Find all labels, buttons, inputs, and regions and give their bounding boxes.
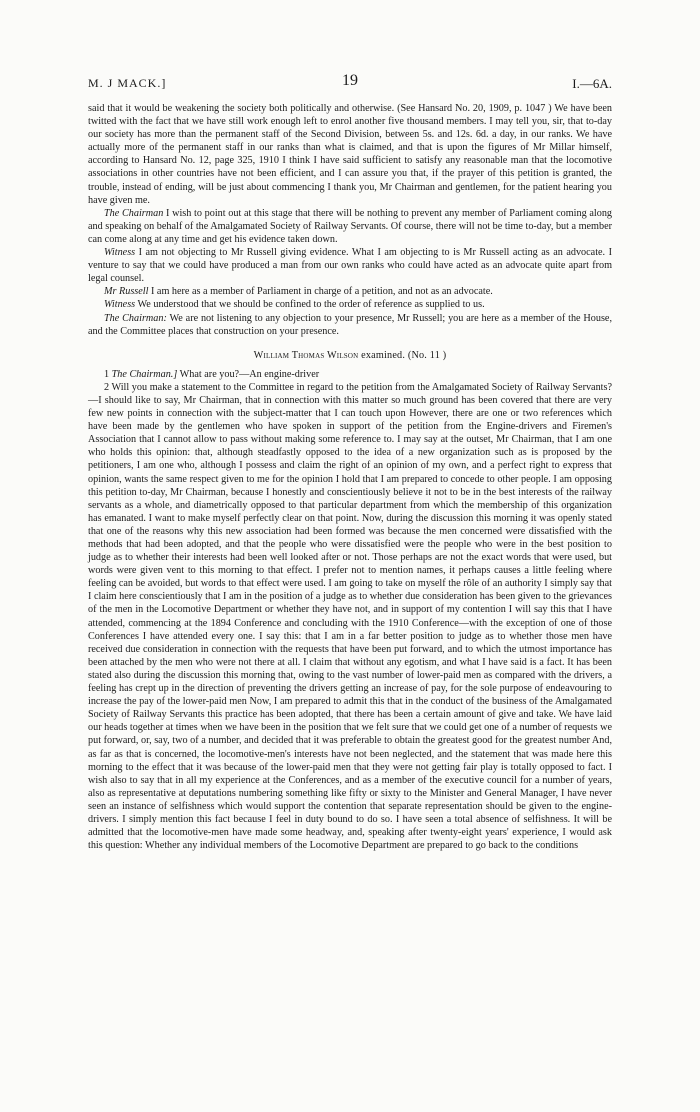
body-text bbox=[88, 102, 612, 852]
evidence-paragraph bbox=[88, 246, 612, 285]
paragraph-text: I am here as a member of Parliament in charge of a petition, and not as an advocate. bbox=[148, 286, 493, 298]
witness-heading bbox=[88, 349, 612, 362]
speaker-label: Mr Russell bbox=[104, 286, 149, 298]
question-answer-section bbox=[88, 368, 612, 852]
speaker-label: The Chairman bbox=[104, 207, 164, 219]
paragraph-text: We understood that we should be confined to the order of reference as supplied to us. bbox=[135, 299, 485, 311]
evidence-paragraphs bbox=[88, 102, 612, 338]
speaker-label: The Chairman.] bbox=[111, 368, 178, 380]
evidence-paragraph bbox=[88, 207, 612, 246]
question-number: 2 bbox=[104, 381, 110, 393]
header-witness-name: M. J MACK.] bbox=[88, 76, 167, 90]
speaker-label: The Chairman: bbox=[104, 312, 167, 324]
running-header bbox=[88, 72, 612, 94]
evidence-paragraph bbox=[88, 298, 612, 311]
evidence-paragraph bbox=[88, 285, 612, 298]
answer-text: What are you?—An engine-driver bbox=[177, 368, 320, 380]
paper-reference: I.—6A. bbox=[572, 76, 612, 91]
evidence-paragraph bbox=[88, 102, 612, 207]
evidence-paragraph bbox=[88, 312, 612, 338]
question-answer bbox=[88, 368, 612, 381]
paragraph-text: We are not listening to any objection to your presence, Mr Russell; you are here as a member of the House, and the Committee places that construction on your presence. bbox=[88, 312, 612, 337]
speaker-label: Witness bbox=[104, 247, 136, 259]
speaker-label: Witness bbox=[104, 299, 136, 311]
paragraph-text: said that it would be weakening the society both politically and otherwise. (See Hansard No. 20, 1909, p. 1047 ) We have been twitted with the fact that we have still work enough left to enrol another five thousand members. I may tell you, sir, that to-day our society has more than the permanent staff of the Second Division, between 5s. and 12s. 6d. a day, in our ranks. We have actually more of the permanent staff in our ranks than what is claimed, and that is upon the figures of Mr Millar himself, according to Hansard No. 12, page 325, 1910 I think I have said sufficient to satisfy any reasonable man that the locomotive associations in other countries have not been efficient, and I can assure you that, if the prayer of this petition is granted, the trouble, instead of ending, will be just about commencing I thank you, Mr Chairman and gentlemen, for the patient hearing you have given me. bbox=[88, 103, 612, 206]
question-number: 1 bbox=[104, 368, 110, 380]
document-page bbox=[88, 72, 612, 852]
question-answer bbox=[88, 381, 612, 852]
paragraph-text: I am not objecting to Mr Russell giving evidence. What I am objecting to is Mr Russell acting as an advocate. I venture to say that we could have produced a man from our own ranks who could have acted as an advocate quite apart from legal counsel. bbox=[88, 247, 612, 285]
answer-text: Will you make a statement to the Committee in regard to the petition from the Amalgamated Society of Railway Servants?—I should like to say, Mr Chairman, that in connection with this matter so much ground has been covered that there are very few new points in connection with the subject-matter that I can touch upon However, there are one or two references which have been made by the gentlemen who have spoken in support of the petition from the Engine-drivers and Firemen's Association that I cannot allow to pass without making some reference to. I may say at the outset, Mr Chairman, that I am one who holds this opinion: that, although steadfastly opposed to the idea of a new organization such as is proposed by the petitioners, I am one who, although I possess and claim the right of an opinion of my own, and a perfect right to express that opinion, wants the same respect given to me for the opinion I hold that I am prepared to concede to other people. I am opposing this petition to-day, Mr Chairman, because I honestly and conscientiously believe it not to be in the best interests of the railway servants as a whole, and diametrically opposed to that particular department from which the membership of this organization has emanated. I want to make myself perfectly clear on that point. Now, during the discussion this morning it was openly stated that one of the reasons why this new association had been formed was because the men concerned were dissatisfied with the methods that had been adopted, and that the people who were dissatisfied were the people who were in the best position to judge as to whether their interests had been well looked after or not. Those perhaps are not the exact words that were used, but words were given vent to this morning to that effect. I prefer not to mention names, it perhaps causes a little feeling where feeling can be avoided, but words to that effect were used. I am going to take on myself the rôle of an authority I simply say that I claim here conscientiously that I am in the position of a judge as to whether due consideration has been given to the grievances of the men in the Locomotive Department or whether they have not, and in support of my contention I will say this that I have attended, commencing at the 1894 Conference and concluding with the 1910 Conference—with the exception of one of those Conferences I have attended every one. I say this: that I am in a far better position to judge as to whether those men have received due consideration in connection with the requests that have been put forward, and to which the utmost importance has been attached by the men who were not there at all. I claim that without any egotism, and what I have said is a fact. It has been stated also during the discussion this morning that, owing to the vast number of lower-paid men as compared with the drivers, a feeling has crept up in the direction of preventing the drivers getting an increase of pay, for the sole purpose of endeavouring to increase the pay of the lower-paid men Now, I am prepared to admit this that in the conduct of the business of the Amalgamated Society of Railway Servants this practice has been adopted, that there has been a certain amount of give and take. We have laid our heads together at times when we have been in the position that we felt sure that we could get one of a number of requests we put forward, or, say, two of a number, and decided that it was preferable to obtain the greatest good for the greatest number And, as far as that is concerned, the locomotive-men's interests have not been neglected, and the statement that was made here this morning to the effect that it was because of the lower-paid men that they were not getting fair play is totally opposed to fact. I wish also to say that in all my experience at the Conferences, and as a member of the executive council for a number of years, also as representative at deputations numbering something like fifty or sixty to the Minister and General Manager, I have never seen an instance of selfishness which would support the contention that separate representation should be given to the engine-drivers. I simply mention this fact because I feel in duty bound to do so. I have seen a total absence of selfishness. It will be admitted that the locomotive-men have made some headway, and, speaking after twenty-eight years' experience, I would ask this question: Whether any individual members of the Locomotive Department are prepared to go back to the conditions bbox=[88, 381, 612, 852]
paragraph-text: I wish to point out at this stage that there will be nothing to prevent any member of Parliament coming along and speaking on behalf of the Amalgamated Society of Railway Servants. Of course, there will not be time to-day, but a member can come along at any time and get his evidence taken down. bbox=[88, 207, 613, 245]
page-number: 19 bbox=[342, 72, 358, 89]
witness-heading-rest: examined. (No. 11 ) bbox=[358, 349, 447, 361]
witness-heading-name: William Thomas Wilson bbox=[253, 349, 359, 361]
